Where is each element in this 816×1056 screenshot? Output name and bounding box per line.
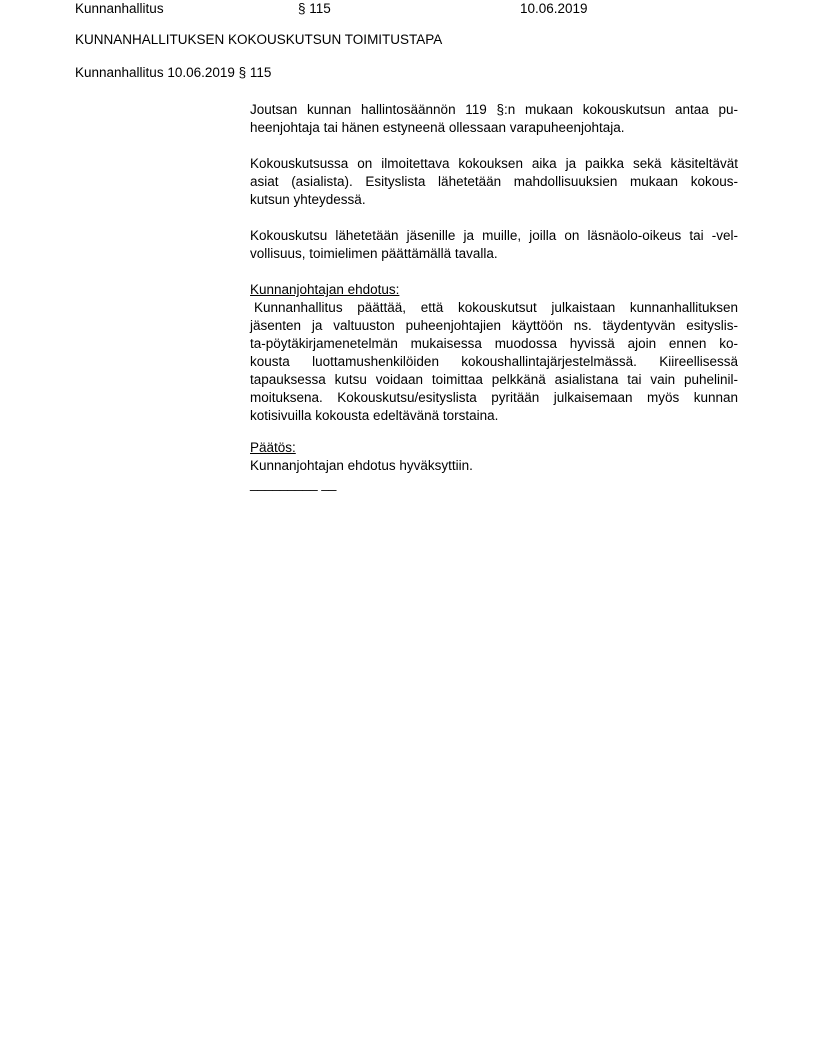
paragraph-proposal-line: jäsenten ja valtuuston puheenjohtajien käyttöön ns. täydentyvän esityslis- xyxy=(250,318,738,333)
paragraph-contents-line: kutsun yhteydessä. xyxy=(250,192,366,207)
document-body xyxy=(250,101,738,493)
paragraph-proposal-line: tapauksessa kutsu voidaan toimittaa pelkkänä asialistana tai vain puhelinil- xyxy=(250,372,738,387)
paragraph-contents-line: asiat (asialista). Esityslista lähetetään mahdollisuuksien mukaan kokous- xyxy=(250,174,738,189)
paragraph-proposal xyxy=(250,299,738,425)
paragraph-issuer xyxy=(250,101,738,137)
paragraph-delivery-line: vollisuus, toimielimen päättämällä tavalla. xyxy=(250,246,498,261)
header-committee-label: Kunnanhallitus xyxy=(75,1,164,16)
paragraph-issuer-line: Joutsan kunnan hallintosäännön 119 §:n mukaan kokouskutsun antaa pu- xyxy=(250,102,738,117)
paragraph-proposal-line: moituksena. Kokouskutsu/esityslista pyritään julkaisemaan myös kunnan xyxy=(250,390,738,405)
decision-text: Kunnanjohtajan ehdotus hyväksyttiin. xyxy=(250,458,473,473)
paragraph-contents-line: Kokouskutsussa on ilmoitettava kokouksen aika ja paikka sekä käsiteltävät xyxy=(250,156,738,171)
decision-heading xyxy=(250,439,738,457)
header-date: 10.06.2019 xyxy=(520,1,588,16)
paragraph-proposal-line: ta-pöytäkirjamenetelmän mukaisessa muodossa hyvissä ajoin ennen ko- xyxy=(250,336,738,351)
decision-heading-label: Päätös: xyxy=(250,440,296,455)
paragraph-proposal-line: Kunnanhallitus päättää, että kokouskutsut julkaistaan kunnanhallituksen xyxy=(254,300,738,315)
document-title: KUNNANHALLITUKSEN KOKOUSKUTSUN TOIMITUSTAPA xyxy=(75,32,443,47)
header-section-number: § 115 xyxy=(298,1,331,16)
paragraph-issuer-line: heenjohtaja tai hänen estyneenä ollessaan varapuheenjohtaja. xyxy=(250,120,625,135)
paragraph-proposal-line: kotisivuilla kokousta edeltävänä torstaina. xyxy=(250,408,499,423)
signature-rule: _________ __ xyxy=(250,476,337,491)
document-subtitle: Kunnanhallitus 10.06.2019 § 115 xyxy=(75,65,272,80)
paragraph-delivery-line: Kokouskutsu lähetetään jäsenille ja muille, joilla on läsnäolo-oikeus tai -vel- xyxy=(250,228,738,243)
proposal-heading xyxy=(250,281,738,299)
proposal-heading-label: Kunnanjohtajan ehdotus: xyxy=(250,282,400,297)
paragraph-delivery xyxy=(250,227,738,263)
document-header xyxy=(75,0,740,18)
paragraph-proposal-line: kousta luottamushenkilöiden kokoushallintajärjestelmässä. Kiireellisessä xyxy=(250,354,738,369)
paragraph-contents xyxy=(250,155,738,209)
